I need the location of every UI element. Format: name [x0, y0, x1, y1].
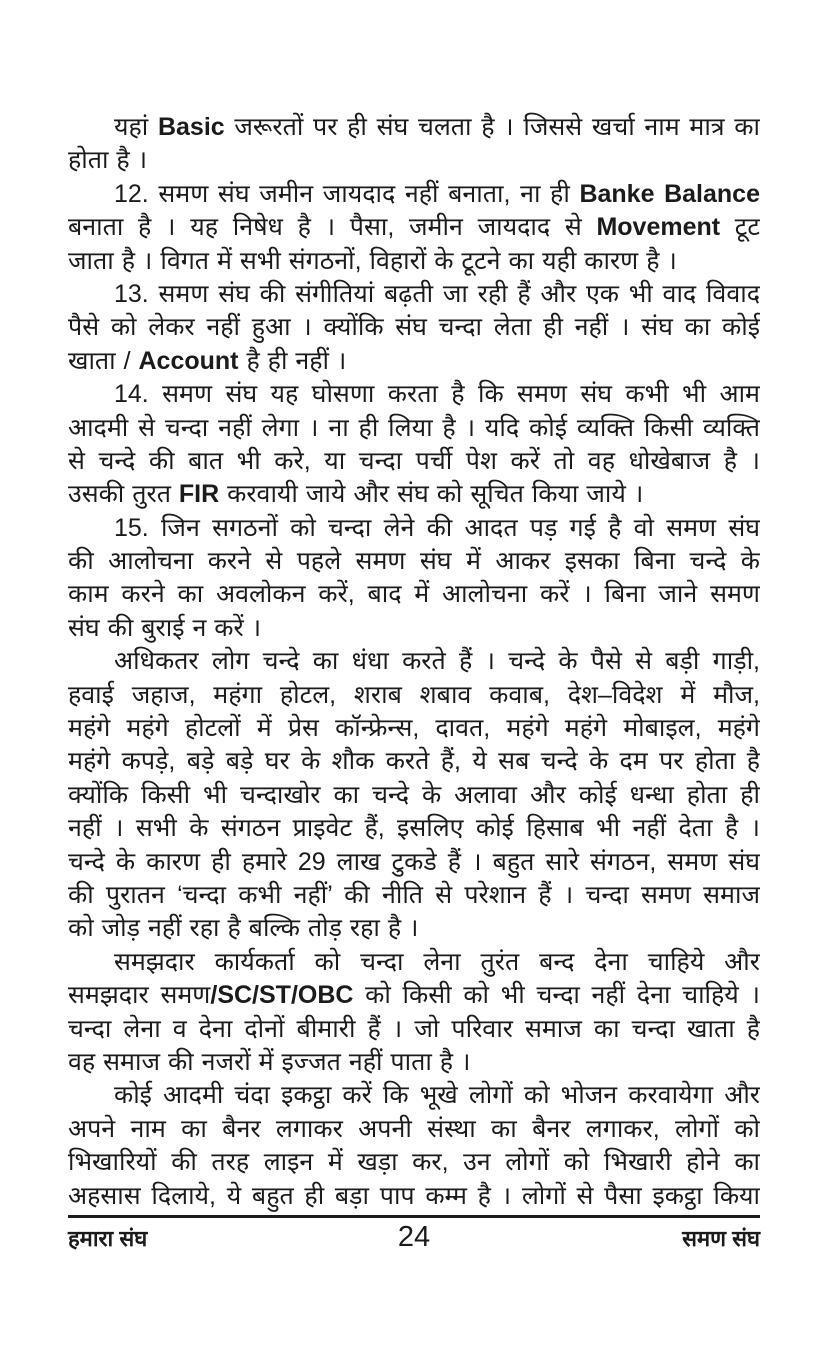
- latin-word: Account: [138, 346, 239, 375]
- text-line: [68, 779, 760, 812]
- text-line: [68, 178, 760, 211]
- text-line: [68, 712, 760, 745]
- text-segment: आदमी से चन्दा नहीं लेगा । ना ही लिया है । यदि कोई व्यक्ति किसी व्यक्ति: [68, 413, 760, 442]
- text-line: [68, 846, 760, 879]
- footer-org-title: समण संघ: [682, 1225, 761, 1251]
- text-line: [68, 1046, 760, 1079]
- text-line: [68, 1180, 760, 1213]
- latin-word: Banke Balance: [579, 179, 760, 208]
- text-segment: अधिकतर लोग चन्दे का धंधा करते हैं । चन्दे के पैसे से बड़ी गाड़ी,: [114, 647, 760, 676]
- text-segment: करवायी जाये और संघ को सूचित किया जाये ।: [219, 480, 644, 509]
- text-line: [68, 144, 760, 177]
- text-segment: चन्दे के कारण ही हमारे 29 लाख टुकडे हैं । बहुत सारे संगठन, समण संघ: [68, 847, 760, 876]
- latin-word: FIR: [178, 480, 220, 509]
- text-segment: काम करने का अवलोकन करें, बाद में आलोचना करें । बिना जाने समण: [68, 580, 760, 609]
- text-segment: समझदार कार्यकर्ता को चन्दा लेना तुरंत बन्द देना चाहिये और: [114, 947, 760, 976]
- text-segment: जरूरतों पर ही संघ चलता है । जिससे खर्चा नाम मात्र का: [224, 113, 760, 141]
- text-line: [68, 211, 760, 244]
- latin-word: Movement: [596, 213, 721, 242]
- text-segment: 15. जिन सगठनों को चन्दा लेने की आदत पड़ गई है वो समण संघ: [114, 513, 760, 542]
- text-segment: यहां: [114, 113, 158, 141]
- page-content: [68, 111, 760, 1254]
- footer-book-title: हमारा संघ: [68, 1225, 148, 1251]
- text-segment: वह समाज की नजरों में इज्जत नहीं पाता है ।: [68, 1047, 471, 1076]
- text-line: [68, 745, 760, 778]
- footer-rule: [68, 1215, 760, 1218]
- text-line: [68, 612, 760, 645]
- text-segment: क्योंकि किसी भी चन्दाखोर का चन्दे के अलावा और कोई धन्धा होता ही: [68, 780, 760, 809]
- text-line: [68, 412, 760, 445]
- text-segment: संघ की बुराई न करें ।: [68, 613, 262, 642]
- text-segment: 14. समण संघ यह घोसणा करता है कि समण संघ कभी भी आम: [114, 380, 760, 409]
- text-segment: 12. समण संघ जमीन जायदाद नहीं बनाता, ना ही: [114, 179, 580, 208]
- text-segment: को जोड़ नहीं रहा है बल्कि तोड़ रहा है ।: [68, 914, 419, 943]
- text-line: [68, 1079, 760, 1112]
- text-segment: महंगे महंगे होटलों में प्रेस कॉन्फ्रेन्स, दावत, महंगे महंगे मोबाइल, महंगे: [68, 714, 760, 743]
- text-line: [68, 979, 760, 1012]
- text-segment: कोई आदमी चंदा इकट्ठा करें कि भूखे लोगों को भोजन करवायेगा और: [114, 1081, 760, 1110]
- text-segment: उसकी तुरत: [68, 480, 179, 509]
- text-line: [68, 278, 760, 311]
- text-line: [68, 245, 760, 278]
- page-body: [68, 111, 760, 1213]
- text-segment: टूट: [720, 213, 760, 242]
- text-line: [68, 645, 760, 678]
- text-line: [68, 311, 760, 344]
- text-line: [68, 879, 760, 912]
- text-line: [68, 111, 760, 144]
- text-line: [68, 578, 760, 611]
- text-line: [68, 1113, 760, 1146]
- text-segment: चन्दा लेना व देना दोनों बीमारी हैं । जो परिवार समाज का चन्दा खाता है: [68, 1014, 760, 1043]
- text-line: [68, 1146, 760, 1179]
- text-line: [68, 445, 760, 478]
- text-line: [68, 812, 760, 845]
- text-line: [68, 512, 760, 545]
- text-segment: भिखारियों की तरह लाइन में खड़ा कर, उन लोगों को भिखारी होने का: [68, 1148, 760, 1177]
- text-line: [68, 545, 760, 578]
- text-segment: हवाई जहाज, महंगा होटल, शराब शबाव कवाब, देश–विदेश में मौज,: [68, 680, 760, 709]
- text-segment: होता है ।: [68, 146, 148, 175]
- latin-word: /SC/ST/OBC: [210, 981, 354, 1010]
- page-footer: [68, 1221, 760, 1254]
- text-line: [68, 378, 760, 411]
- text-line: [68, 1013, 760, 1046]
- text-segment: की आलोचना करने से पहले समण संघ में आकर इसका बिना चन्दे के: [68, 547, 760, 576]
- text-segment: खाता /: [68, 346, 139, 375]
- text-segment: महंगे कपड़े, बड़े बड़े घर के शौक करते हैं, ये सब चन्दे के दम पर होता है: [68, 747, 760, 776]
- text-segment: पैसे को लेकर नहीं हुआ । क्योंकि संघ चन्दा लेता ही नहीं । संघ का कोई: [68, 313, 760, 342]
- text-line: [68, 478, 760, 511]
- text-line: [68, 946, 760, 979]
- text-line: [68, 679, 760, 712]
- latin-word: Basic: [157, 113, 225, 141]
- text-segment: अपने नाम का बैनर लगाकर अपनी संस्था का बैनर लगाकर, लोगों को: [68, 1114, 760, 1143]
- text-segment: 13. समण संघ की संगीतियां बढ़ती जा रही हैं और एक भी वाद विवाद: [114, 279, 760, 308]
- text-line: [68, 345, 760, 378]
- text-segment: अहसास दिलाये, ये बहुत ही बड़ा पाप कम्म है । लोगों से पैसा इकट्ठा किया: [68, 1181, 760, 1210]
- text-line: [68, 912, 760, 945]
- text-segment: नहीं । सभी के संगठन प्राइवेट हैं, इसलिए कोई हिसाब भी नहीं देता है ।: [68, 814, 760, 843]
- text-segment: समझदार समण: [68, 981, 211, 1010]
- text-segment: जाता है । विगत में सभी संगठनों, विहारों के टूटने का यही कारण है ।: [68, 246, 677, 275]
- text-segment: से चन्दे की बात भी करे, या चन्दा पर्ची पेश करें तो वह धोखेबाज है ।: [68, 446, 760, 475]
- text-segment: की पुरातन ‘चन्दा कभी नहीं’ की नीति से परेशान हैं । चन्दा समण समाज: [68, 880, 760, 909]
- text-segment: है ही नहीं ।: [238, 346, 347, 375]
- footer-page-number: 24: [397, 1220, 431, 1253]
- text-segment: को किसी को भी चन्दा नहीं देना चाहिये ।: [353, 981, 760, 1010]
- text-segment: बनाता है । यह निषेध है । पैसा, जमीन जायदाद से: [68, 213, 597, 242]
